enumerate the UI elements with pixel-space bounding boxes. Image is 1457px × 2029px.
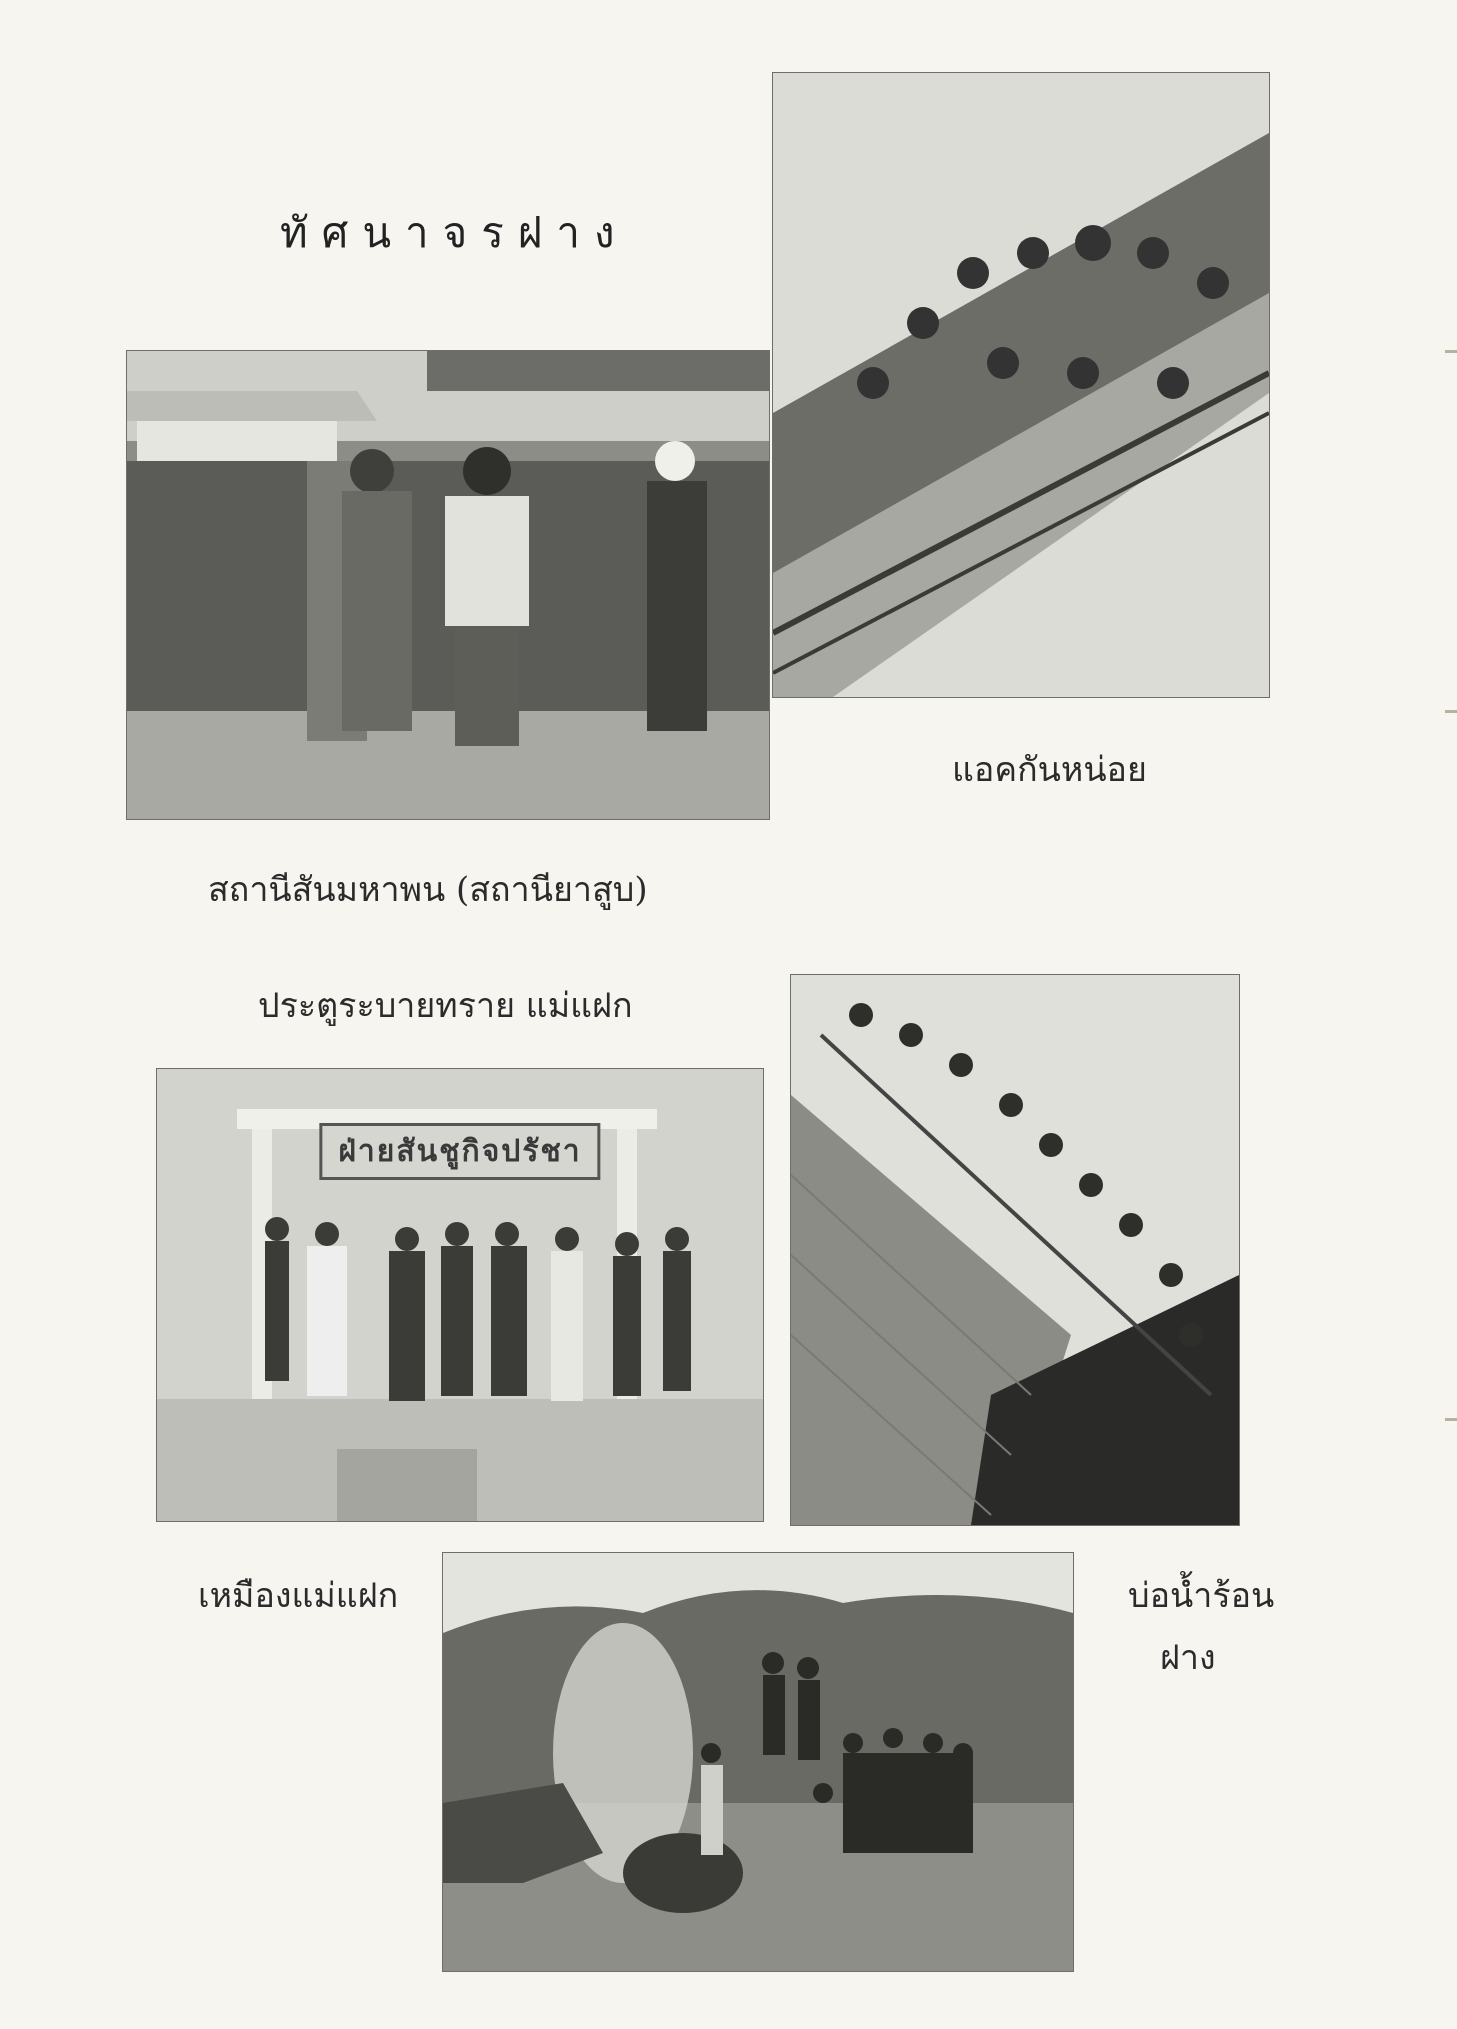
photo-sanmahapon-image [127, 351, 769, 819]
page-title: ทัศนาจรฝาง [280, 208, 629, 257]
photo-sanmahapon-station [126, 350, 770, 820]
photo-hot-spring [442, 1552, 1074, 1972]
caption-mae-faek-mine: เหมืองแม่แฝก [198, 1576, 399, 1616]
photo-mae-faek-mine [790, 974, 1240, 1526]
photo-hot-spring-image [443, 1553, 1073, 1971]
caption-hot-spring-line1: บ่อน้ำร้อน [1128, 1576, 1275, 1616]
caption-hot-spring-line2: ฝาง [1160, 1638, 1216, 1678]
page-edge-mark [1445, 710, 1457, 713]
caption-sand-gate: ประตูระบายทราย แม่แฝก [258, 986, 633, 1026]
page-edge-mark [1445, 350, 1457, 353]
photo-act-pose-image [773, 73, 1269, 697]
photo-act-pose [772, 72, 1270, 698]
gate-sign-text: ฝ่ายสันชูกิจปรัชา [319, 1123, 600, 1180]
caption-sanmahapon: สถานีสันมหาพน (สถานียาสูบ) [208, 870, 648, 910]
photo-mae-faek-mine-image [791, 975, 1239, 1525]
page-edge-mark [1445, 1418, 1457, 1421]
photo-sand-gate [156, 1068, 764, 1522]
caption-act-pose: แอคกันหน่อย [952, 750, 1147, 790]
